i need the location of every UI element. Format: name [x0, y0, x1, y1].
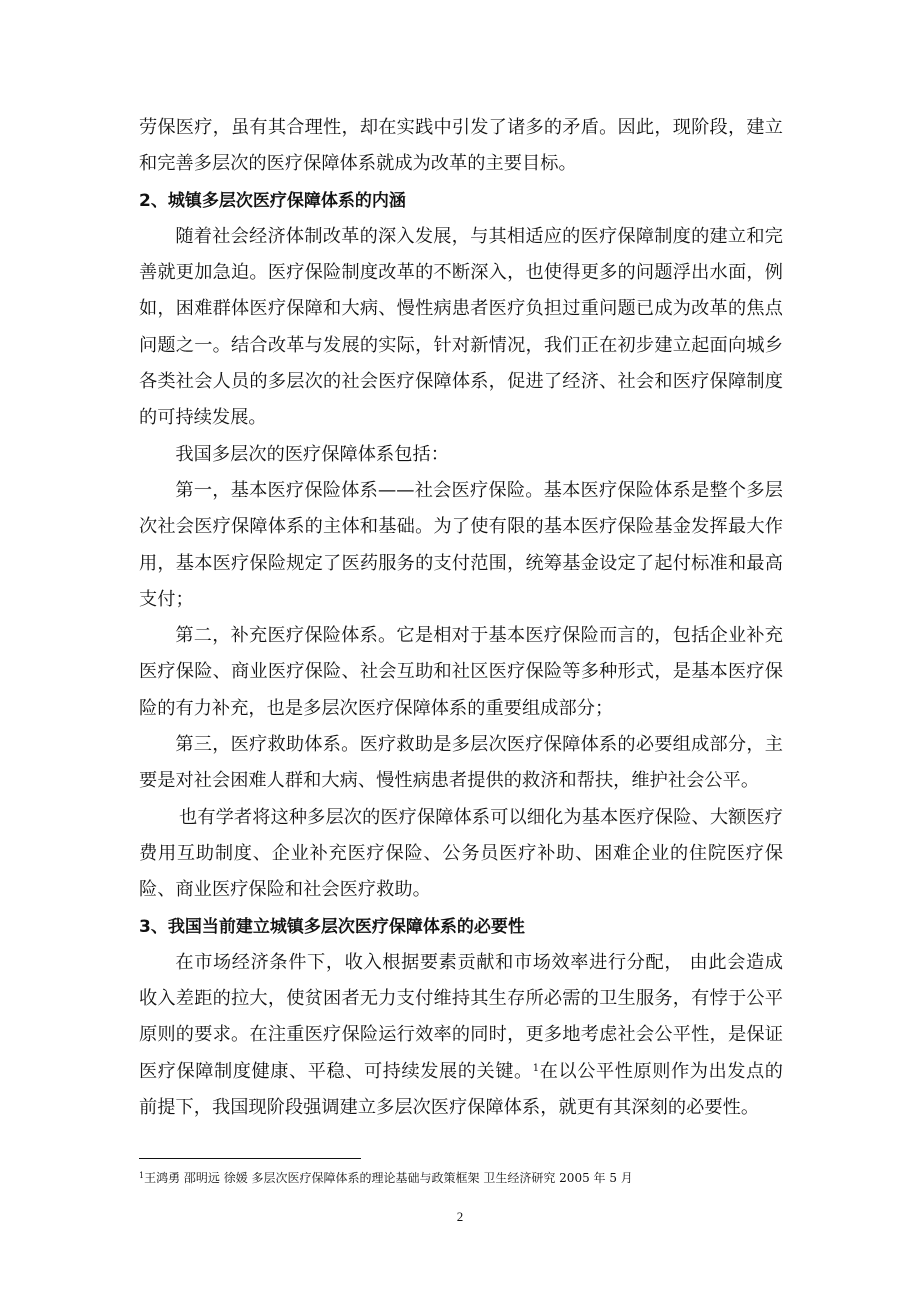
section-heading-2: 2、城镇多层次医疗保障体系的内涵 [139, 190, 406, 211]
body-text [139, 110, 783, 1126]
paragraph-with-footnote [139, 945, 783, 1126]
paragraph-continuation: 劳保医疗，虽有其合理性，却在实践中引发了诸多的矛盾。因此，现阶段，建立和完善多层次的医疗保障体系就成为改革的主要目标。 [139, 117, 783, 175]
paragraph-text: 在市场经济条件下，收入根据要素贡献和市场效率进行分配， 由此会造成收入差距的拉大，使贫困者无力支付维持其生存所必需的卫生服务，有悖于公平原则的要求。在注重医疗保险运行效率的同时，更多地考虑社会公平性，是保证医疗保障制度健康、平稳、可持续发展的关键。 [139, 951, 783, 1082]
paragraph: 第三，医疗救助体系。医疗救助是多层次医疗保障体系的必要组成部分，主要是对社会困难人群和大病、慢性病患者提供的救济和帮扶，维护社会公平。 [139, 734, 783, 792]
paragraph: 也有学者将这种多层次的医疗保障体系可以细化为基本医疗保险、大额医疗费用互助制度、企业补充医疗保险、公务员医疗补助、困难企业的住院医疗保险、商业医疗保险和社会医疗救助。 [139, 806, 783, 901]
paragraph-text: 在以公平性原则作为出发点的前提下，我国现阶段强调建立多层次医疗保障体系，就更有其深刻的必要性。 [139, 1060, 783, 1119]
page-number: 2 [456, 1209, 464, 1224]
paragraph: 随着社会经济体制改革的深入发展，与其相适应的医疗保障制度的建立和完善就更加急迫。医疗保险制度改革的不断深入，也使得更多的问题浮出水面，例如，困难群体医疗保障和大病、慢性病患者医疗负担过重问题已成为改革的焦点问题之一。结合改革与发展的实际，针对新情况，我们正在初步建立起面向城乡各类社会人员的多层次的社会医疗保障体系，促进了经济、社会和医疗保障制度的可持续发展。 [139, 225, 783, 429]
paragraph: 第一，基本医疗保险体系——社会医疗保险。基本医疗保险体系是整个多层次社会医疗保障体系的主体和基础。为了使有限的基本医疗保险基金发挥最大作用，基本医疗保险规定了医药服务的支付范围，统筹基金设定了起付标准和最高支付； [139, 479, 783, 610]
footnote-marker: 1 [139, 1171, 145, 1180]
paragraph: 我国多层次的医疗保障体系包括： [175, 443, 449, 465]
footnote-reference[interactable]: 1 [532, 1062, 540, 1074]
section-heading-3: 3、我国当前建立城镇多层次医疗保障体系的必要性 [139, 916, 525, 937]
footnote-separator [139, 1158, 361, 1159]
footnote-text: 王鸿勇 邵明远 徐媛 多层次医疗保障体系的理论基础与政策框架 卫生经济研究 2005 年 5 月 [144, 1171, 633, 1185]
footnote [139, 1170, 783, 1186]
paragraph: 第二，补充医疗保险体系。它是相对于基本医疗保险而言的，包括企业补充医疗保险、商业医疗保险、社会互助和社区医疗保险等多种形式，是基本医疗保险的有力补充，也是多层次医疗保障体系的重要组成部分； [139, 625, 783, 719]
